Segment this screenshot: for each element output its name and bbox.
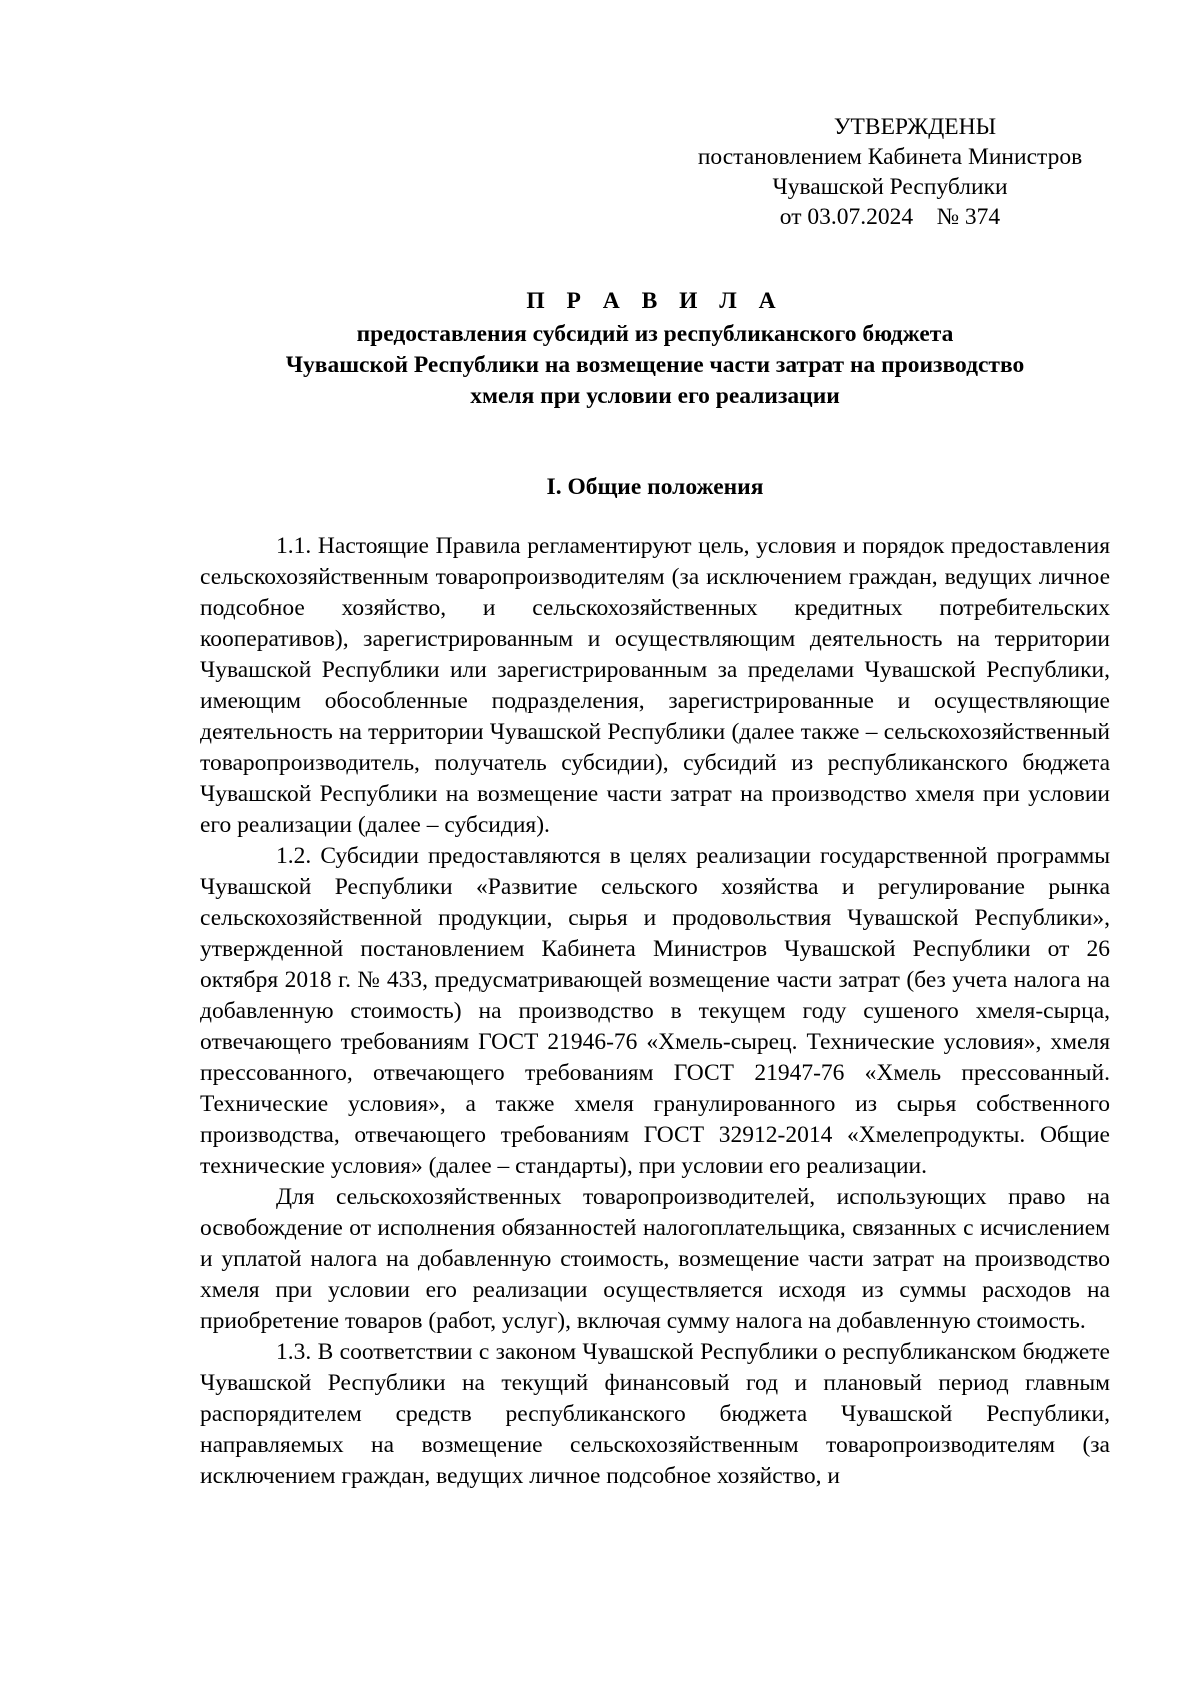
document-title: [200, 286, 1110, 412]
title-main: П Р А В И Л А: [526, 288, 784, 314]
paragraph-1-1: 1.1. Настоящие Правила регламентируют цель, условия и порядок предоставления сельскохозяйственным товаропроизводителям (за исключением граждан, ведущих личное подсобное хозяйство, и сельскохозяйственных кредитных потребительских кооперативов), зарегистрированным и осуществляющим деятельность на территории Чувашской Республики или зарегистрированным за пределами Чувашской Республики, имеющим обособленные подразделения, зарегистрированные и осуществляющие деятельность на территории Чувашской Республики (далее также – сельскохозяйственный товаропроизводитель, получатель субсидии), субсидий из республиканского бюджета Чувашской Республики на возмещение части затрат на производство хмеля при условии его реализации (далее – субсидия).: [200, 533, 1110, 838]
paragraph-1-2: 1.2. Субсидии предоставляются в целях реализации государственной программы Чувашской Республики «Развитие сельского хозяйства и регулирование рынка сельскохозяйственной продукции, сырья и продовольствия Чувашской Республики», утвержденной постановлением Кабинета Министров Чувашской Республики от 26 октября 2018 г. № 433, предусматривающей возмещение части затрат (без учета налога на добавленную стоимость) на производство в текущем году сушеного хмеля-сырца, отвечающего требованиям ГОСТ 21946-76 «Хмель-сырец. Технические условия», хмеля прессованного, отвечающего требованиям ГОСТ 21947-76 «Хмель прессованный. Технические условия», а также хмеля гранулированного из сырья собственного производства, отвечающего требованиям ГОСТ 32912-2014 «Хмелепродукты. Общие технические условия» (далее – стандарты), при условии его реализации.: [200, 843, 1110, 1179]
approval-stamp: [650, 112, 1130, 232]
paragraph-1-3: 1.3. В соответствии с законом Чувашской Республики о республиканском бюджете Чувашской Республики на текущий финансовый год и плановый период главным распорядителем средств республиканского бюджета Чувашской Республики, направляемых на возмещение сельскохозяйственным товаропроизводителям (за исключением граждан, ведущих личное подсобное хозяйство, и: [200, 1339, 1110, 1489]
title-line-1: предоставления субсидий из республиканского бюджета: [356, 321, 954, 347]
approval-heading: УТВЕРЖДЕНЫ: [833, 114, 997, 140]
title-line-2: Чувашской Республики на возмещение части затрат на производство: [285, 352, 1025, 378]
approval-decree: постановлением Кабинета Министров: [697, 144, 1083, 170]
paragraph-1-2-continued: Для сельскохозяйственных товаропроизводителей, использующих право на освобождение от исполнения обязанностей налогоплательщика, связанных с исчислением и уплатой налога на добавленную стоимость, возмещение части затрат на производство хмеля при условии его реализации осуществляется исходя из суммы расходов на приобретение товаров (работ, услуг), включая сумму налога на добавленную стоимость.: [200, 1184, 1110, 1334]
approval-region: Чувашской Республики: [772, 174, 1008, 200]
approval-date-number: от 03.07.2024 № 374: [779, 204, 1001, 230]
section-heading: I. Общие положения: [546, 474, 764, 500]
title-line-3: хмеля при условии его реализации: [470, 383, 840, 409]
